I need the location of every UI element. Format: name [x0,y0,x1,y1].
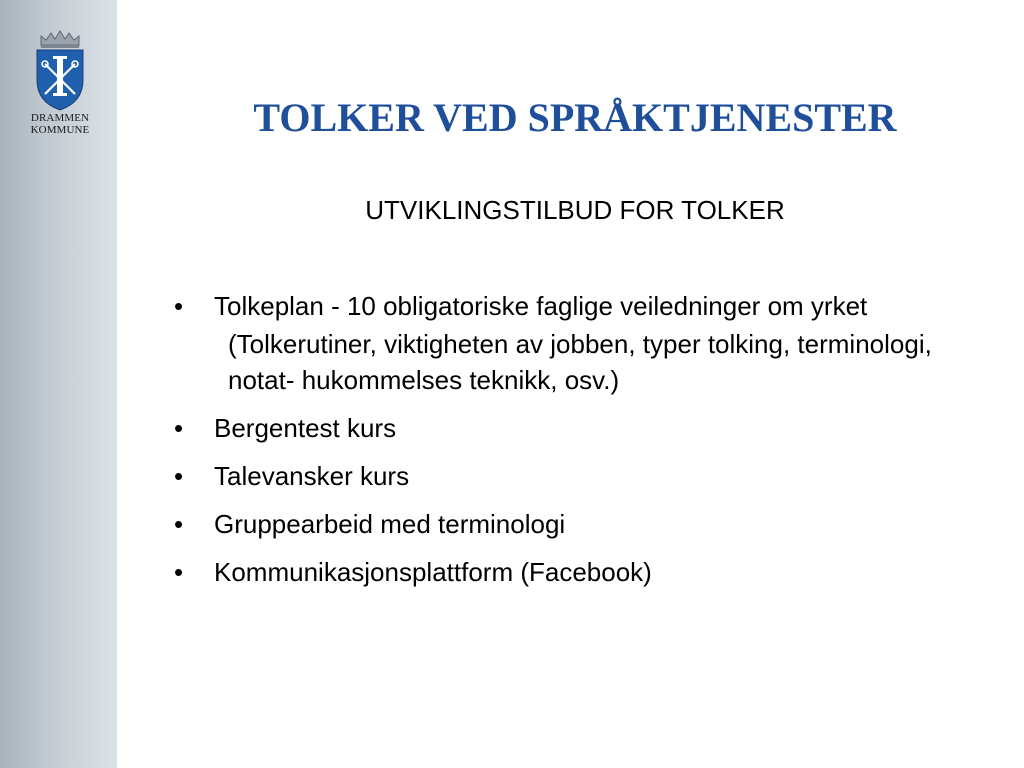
bullet-item [170,288,990,324]
organization-name [14,112,106,136]
bullet-sub-note [170,326,990,398]
bullet-item [170,458,990,494]
bullet-item [170,506,990,542]
bullet-marker: • [174,509,184,539]
slide-subtitle: UTVIKLINGSTILBUD FOR TOLKER [365,195,785,225]
bullet-marker: • [174,461,184,491]
municipality-logo [14,30,106,142]
bullet-item [170,554,990,590]
bullet-item [170,410,990,446]
bullet-text: Talevansker kurs [214,461,410,491]
organization-name-line2: KOMMUNE [30,124,90,136]
bullet-text: Kommunikasjonsplattform (Facebook) [214,557,652,587]
coat-of-arms-icon [31,30,89,112]
bullet-text: Gruppearbeid med terminologi [214,509,566,539]
organization-name-line1: DRAMMEN [30,112,90,124]
bullet-marker: • [174,291,184,321]
bullet-text: Tolkeplan - 10 obligatoriske faglige veiledninger om yrket [214,291,868,321]
bullet-sub-note-text: (Tolkerutiner, viktigheten av jobben, typer tolking, terminologi, notat- hukommelses teknikk, osv.) [228,329,932,395]
bullet-marker: • [174,413,184,443]
bullet-text: Bergentest kurs [214,413,397,443]
bullet-list [170,288,990,602]
slide-title: TOLKER VED SPRÅKTJENESTER [253,95,897,140]
bullet-marker: • [174,557,184,587]
